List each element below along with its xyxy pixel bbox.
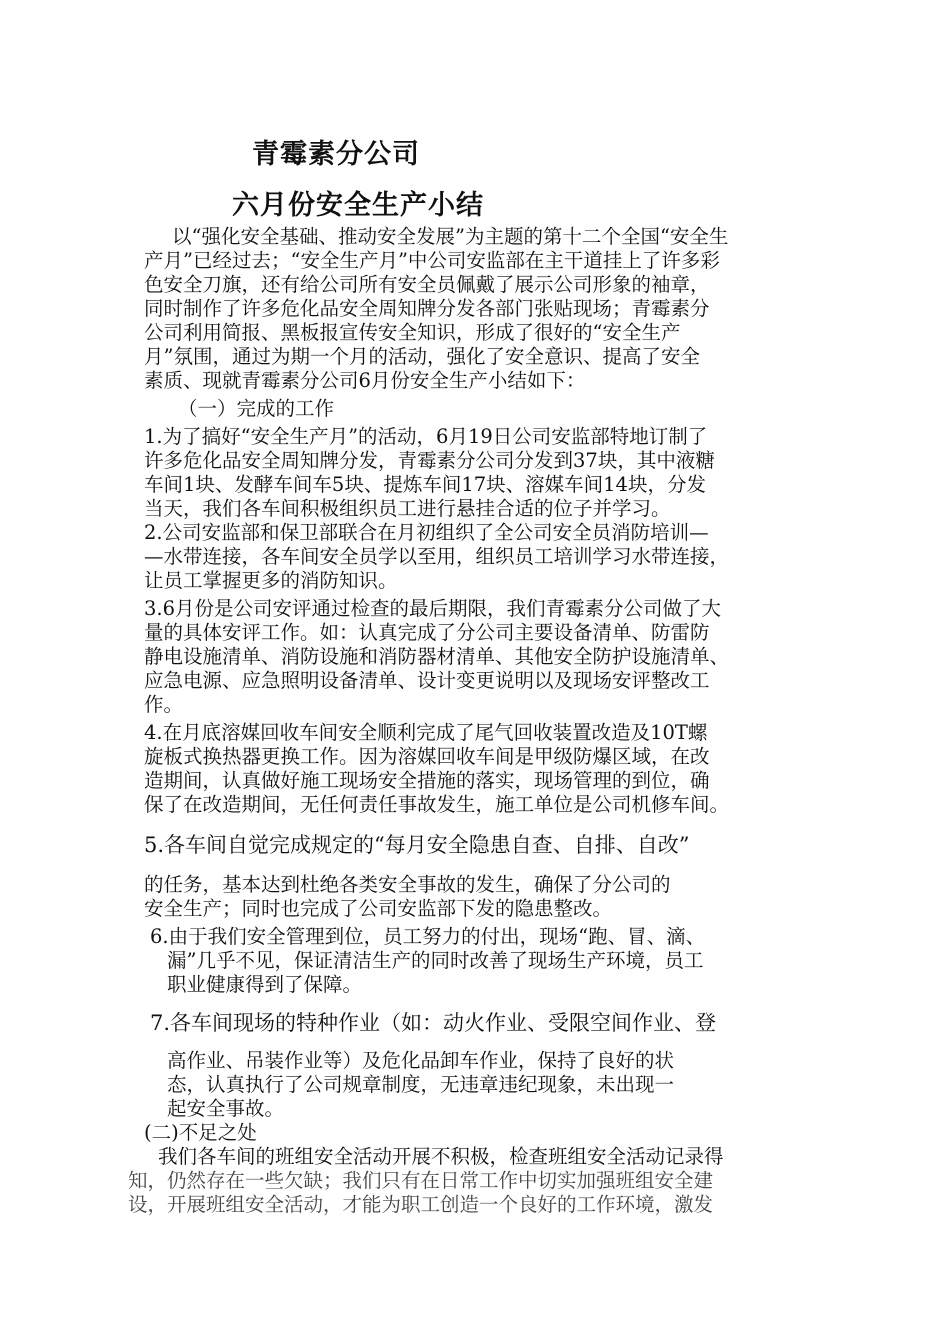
paragraph-line: 设，开展班组安全活动，才能为职工创造一个良好的工作环境，激发	[128, 1193, 714, 1216]
list-item-line: 作。	[144, 693, 184, 716]
list-item-line: 造期间，认真做好施工现场安全措施的落实，现场管理的到位，确	[144, 769, 710, 792]
list-item-line: 当天，我们各车间积极组织员工进行悬挂合适的位子并学习。	[144, 497, 671, 520]
paragraph-line: 月”氛围，通过为期一个月的活动，强化了安全意识、提高了安全	[144, 345, 700, 368]
list-item-line: 应急电源、应急照明设备清单、设计变更说明以及现场安评整改工	[144, 669, 710, 692]
list-item-line: 起安全事故。	[167, 1097, 285, 1120]
document-title: 青霉素分公司	[252, 139, 420, 170]
list-item-line: 职业健康得到了保障。	[167, 973, 363, 996]
paragraph-line: 公司利用简报、黑板报宣传安全知识，形成了很好的“安全生产	[144, 321, 681, 344]
section-heading-completed: （一）完成的工作	[178, 397, 335, 420]
list-item-line: 静电设施清单、消防设施和消防器材清单、其他安全防护设施清单、	[144, 645, 730, 668]
list-item-line: 高作业、吊装作业等）及危化品卸车作业，保持了良好的状	[167, 1049, 675, 1072]
list-item-line: 车间1块、发酵车间车5块、提炼车间17块、溶媒车间14块，分发	[144, 473, 706, 496]
paragraph-line: 同时制作了许多危化品安全周知牌分发各部门张贴现场；青霉素分	[144, 297, 710, 320]
document-subtitle: 六月份安全生产小结	[232, 190, 484, 221]
list-item-line: 的任务，基本达到杜绝各类安全事故的发生，确保了分公司的	[144, 873, 671, 896]
list-item-line: 5.各车间自觉完成规定的“每月安全隐患自查、自排、自改”	[144, 833, 690, 857]
list-item-line: 漏”几乎不见，保证清洁生产的同时改善了现场生产环境，员工	[167, 949, 704, 972]
paragraph-line: 产月”已经过去；“安全生产月”中公司安监部在主干道挂上了许多彩	[144, 249, 720, 272]
list-item-line: 态，认真执行了公司规章制度，无违章违纪现象，未出现一	[167, 1073, 675, 1096]
list-item-line: —水带连接，各车间安全员学以至用，组织员工培训学习水带连接，	[144, 545, 730, 568]
list-item-line: 4.在月底溶媒回收车间安全顺利完成了尾气回收装置改造及10T螺	[144, 721, 708, 744]
list-item-line: 许多危化品安全周知牌分发，青霉素分公司分发到37块，其中液糖	[144, 449, 715, 472]
paragraph-line: 知，仍然存在一些欠缺；我们只有在日常工作中切实加强班组安全建	[128, 1169, 714, 1192]
list-item-line: 3.6月份是公司安评通过检查的最后期限，我们青霉素分公司做了大	[144, 597, 722, 620]
list-item-line: 让员工掌握更多的消防知识。	[144, 569, 398, 592]
paragraph-line: 素质、现就青霉素分公司6月份安全生产小结如下：	[144, 369, 586, 392]
list-item-line: 旋板式换热器更换工作。因为溶媒回收车间是甲级防爆区域，在改	[144, 745, 710, 768]
list-item-line: 7.各车间现场的特种作业（如：动火作业、受限空间作业、登	[150, 1011, 717, 1035]
list-item-line: 保了在改造期间，无任何责任事故发生，施工单位是公司机修车间。	[144, 793, 730, 816]
section-heading-shortcomings: (二)不足之处	[144, 1121, 257, 1144]
list-item-line: 1.为了搞好“安全生产月”的活动，6月19日公司安监部特地订制了	[144, 425, 708, 448]
paragraph-line: 色安全刀旗，还有给公司所有安全员佩戴了展示公司形象的袖章，	[144, 273, 710, 296]
list-item-line: 量的具体安评工作。如：认真完成了分公司主要设备清单、防雷防	[144, 621, 710, 644]
list-item-line: 2.公司安监部和保卫部联合在月初组织了全公司安全员消防培训—	[144, 521, 709, 544]
list-item-line: 安全生产；同时也完成了公司安监部下发的隐患整改。	[144, 897, 613, 920]
paragraph-line: 我们各车间的班组安全活动开展不积极，检查班组安全活动记录得	[158, 1145, 724, 1168]
list-item-line: 6.由于我们安全管理到位，员工努力的付出，现场“跑、冒、滴、	[150, 925, 706, 948]
paragraph-line: 以“强化安全基础、推动安全发展”为主题的第十二个全国“安全生	[172, 225, 729, 248]
